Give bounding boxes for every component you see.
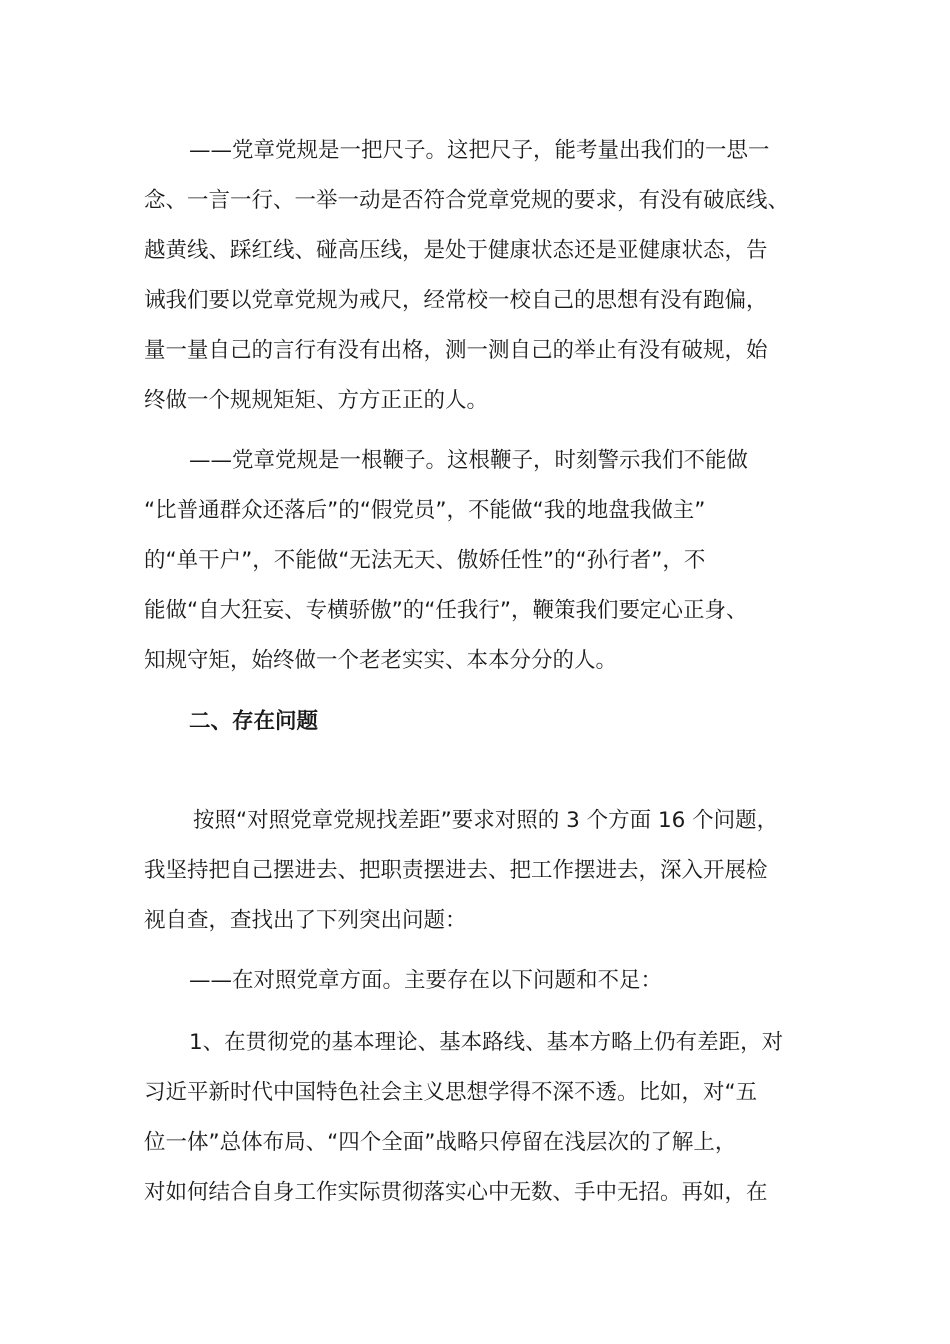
paragraph-2-line-2: “比普通群众还落后”的“假党员”，不能做“我的地盘我做主” [144, 498, 706, 523]
paragraph-1-line-5: 量一量自己的言行有没有出格，测一测自己的举止有没有破规，始 [144, 338, 768, 363]
paragraph-5-line-2: 习近平新时代中国特色社会主义思想学得不深不透。比如，对“五 [144, 1080, 758, 1105]
paragraph-2-line-5: 知规守矩，始终做一个老老实实、本本分分的人。 [144, 648, 618, 673]
paragraph-5-line-4: 对如何结合自身工作实际贯彻落实心中无数、手中无招。再如，在 [144, 1180, 768, 1205]
paragraph-5-line-1: 1、在贯彻党的基本理论、基本路线、基本方略上仍有差距，对 [189, 1030, 784, 1055]
paragraph-2-line-1: ——党章党规是一根鞭子。这根鞭子，时刻警示我们不能做 [189, 448, 749, 473]
paragraph-1-line-3: 越黄线、踩红线、碰高压线，是处于健康状态还是亚健康状态，告 [144, 238, 768, 263]
paragraph-1-line-6: 终做一个规规矩矩、方方正正的人。 [144, 388, 489, 413]
paragraph-5-line-3: 位一体”总体布局、“四个全面”战略只停留在浅层次的了解上， [144, 1130, 737, 1155]
paragraph-1-line-4: 诫我们要以党章党规为戒尺，经常校一校自己的思想有没有跑偏， [144, 288, 768, 313]
paragraph-3-line-2: 我坚持把自己摆进去、把职责摆进去、把工作摆进去，深入开展检 [144, 858, 768, 883]
paragraph-2-line-3: 的“单干户”，不能做“无法无天、傲娇任性”的“孙行者”，不 [144, 548, 706, 573]
paragraph-2-line-4: 能做“自大狂妄、专横骄傲”的“任我行”，鞭策我们要定心正身、 [144, 598, 748, 623]
paragraph-4-line-1: ——在对照党章方面。主要存在以下问题和不足： [189, 968, 663, 993]
paragraph-3-line-3: 视自查，查找出了下列突出问题： [144, 908, 467, 933]
section-heading: 二、存在问题 [189, 709, 319, 734]
paragraph-3-line-1: 按照“对照党章党规找差距”要求对照的 3 个方面 16 个问题， [193, 808, 779, 833]
paragraph-1-line-1: ——党章党规是一把尺子。这把尺子，能考量出我们的一思一 [189, 138, 770, 163]
paragraph-1-line-2: 念、一言一行、一举一动是否符合党章党规的要求，有没有破底线、 [144, 188, 790, 213]
